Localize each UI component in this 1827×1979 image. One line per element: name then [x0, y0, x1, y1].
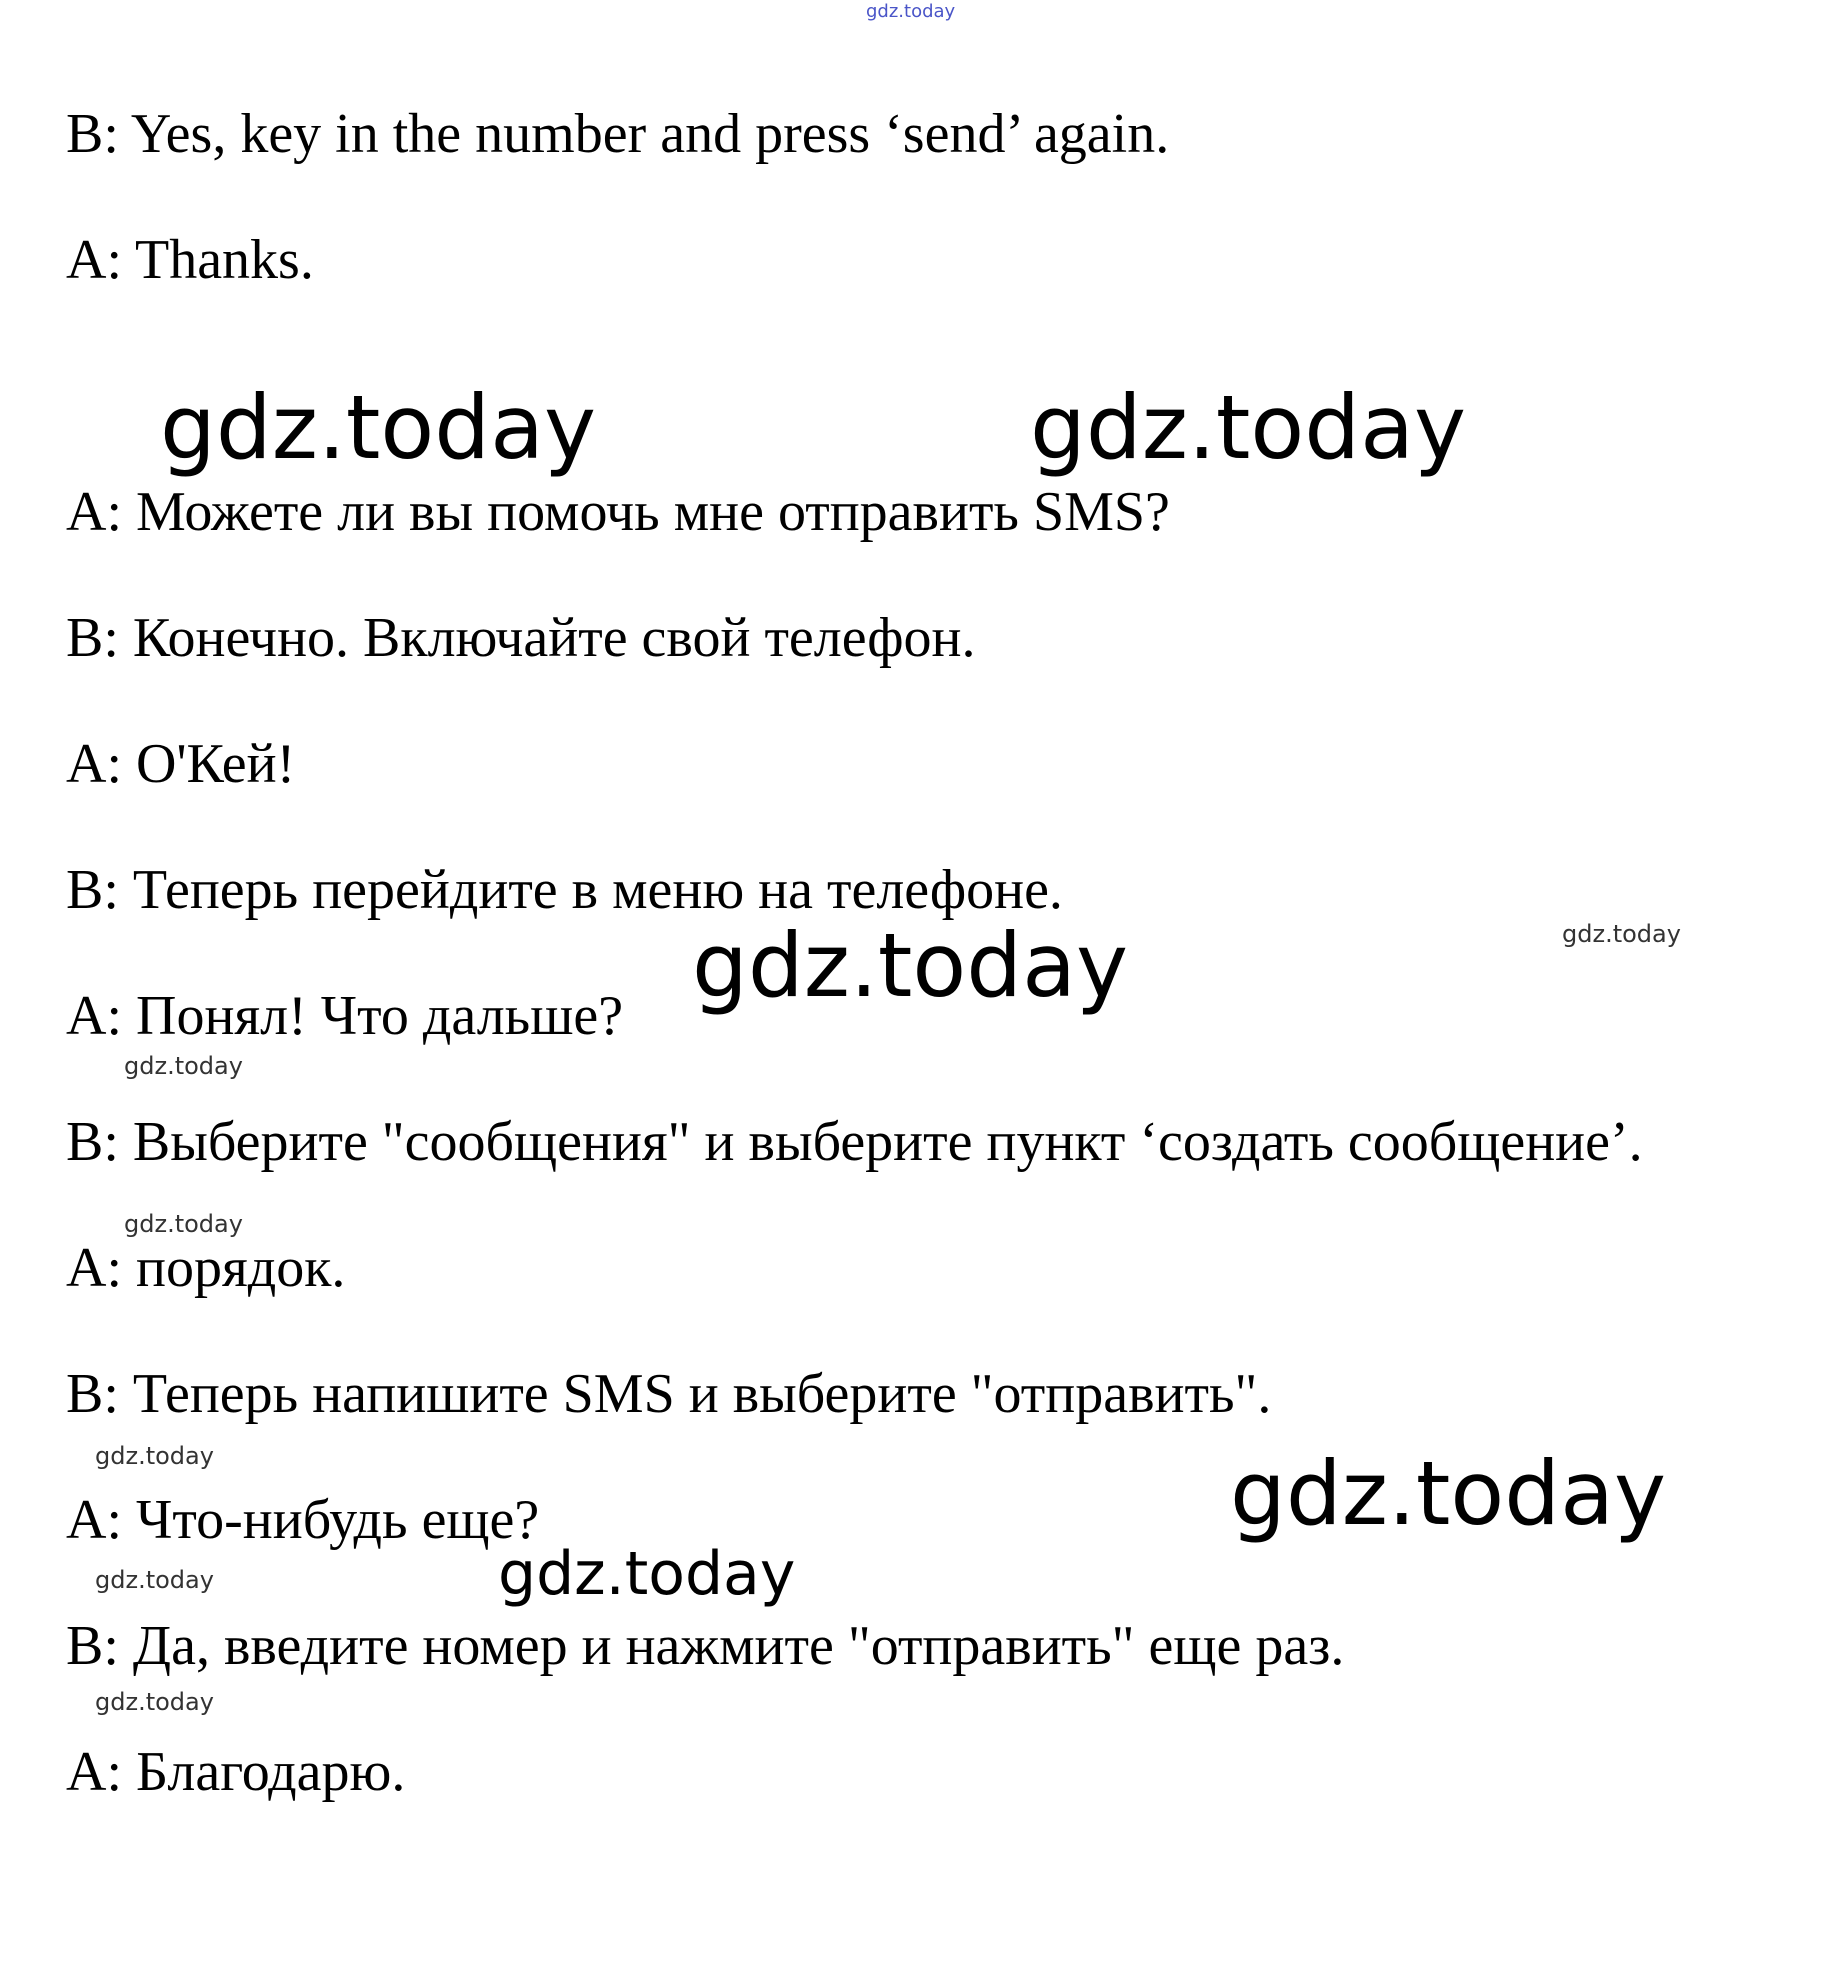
dialogue-line-10: B: Теперь напишите SMS и выберите "отправить". [66, 1363, 1272, 1425]
dialogue-line-12: B: Да, введите номер и нажмите "отправить" еще раз. [66, 1615, 1345, 1677]
dialogue-line-7: A: Понял! Что дальше? [66, 985, 624, 1047]
dialogue-line-13: A: Благодарю. [66, 1741, 406, 1803]
watermark-top: gdz.today [866, 1, 956, 22]
watermark-small-1: gdz.today [1562, 920, 1681, 948]
watermark-large-2: gdz.today [1030, 376, 1467, 479]
watermark-medium-1: gdz.today [498, 1539, 796, 1609]
dialogue-line-9: A: порядок. [66, 1237, 346, 1299]
watermark-small-6: gdz.today [95, 1688, 214, 1716]
watermark-small-4: gdz.today [95, 1442, 214, 1470]
dialogue-line-4: B: Конечно. Включайте свой телефон. [66, 607, 976, 669]
dialogue-line-2: A: Thanks. [66, 229, 314, 291]
dialogue-line-1: B: Yes, key in the number and press ‘send’ again. [66, 103, 1170, 165]
watermark-large-4: gdz.today [1230, 1442, 1667, 1545]
dialogue-line-6: B: Теперь перейдите в меню на телефоне. [66, 859, 1063, 921]
dialogue-line-3: A: Можете ли вы помочь мне отправить SMS? [66, 481, 1170, 543]
watermark-small-2: gdz.today [124, 1052, 243, 1080]
watermark-small-5: gdz.today [95, 1566, 214, 1594]
watermark-large-3: gdz.today [692, 914, 1129, 1017]
watermark-small-3: gdz.today [124, 1210, 243, 1238]
watermark-large-1: gdz.today [160, 376, 597, 479]
dialogue-line-5: A: О'Кей! [66, 733, 296, 795]
dialogue-line-8: B: Выберите "сообщения" и выберите пункт ‘создать сообщение’. [66, 1111, 1643, 1173]
dialogue-line-11: A: Что-нибудь еще? [66, 1489, 540, 1551]
